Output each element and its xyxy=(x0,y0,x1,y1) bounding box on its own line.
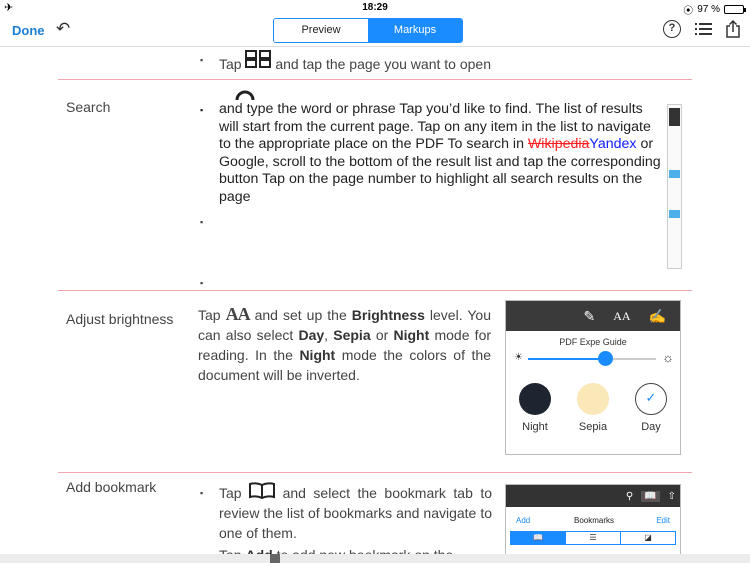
night-bold: Night xyxy=(299,347,336,363)
brightness-panel-image xyxy=(505,300,681,455)
done-button[interactable]: Done xyxy=(12,23,45,38)
search-content xyxy=(219,101,665,292)
search-arc-icon xyxy=(235,89,255,101)
brightness-paragraph xyxy=(198,304,491,385)
help-icon[interactable]: ? xyxy=(663,20,681,38)
add-bookmark-button: Add xyxy=(516,516,531,525)
bookmark-panel-image xyxy=(505,484,681,563)
mode-night[interactable] xyxy=(519,383,551,433)
airplane-mode-icon: ✈ xyxy=(4,2,14,14)
text-size-icon: AA xyxy=(613,308,631,323)
bookmarks-tab-icon: 📖 xyxy=(511,532,565,544)
search-paragraph xyxy=(219,101,665,206)
brightness-bold: Brightness xyxy=(351,307,425,323)
tab-preview[interactable]: Preview xyxy=(274,19,368,42)
brightness-text: mode for reading. In the xyxy=(198,327,492,363)
brightness-text: level. You can also select xyxy=(198,307,491,343)
brightness-text: or xyxy=(370,327,394,343)
panel-toolbar xyxy=(506,301,680,331)
alarm-icon: ⦿ xyxy=(683,6,694,17)
bottom-scroll-thumb[interactable] xyxy=(270,554,280,563)
open-bullet xyxy=(219,50,679,74)
search-bullet-2 xyxy=(219,212,665,231)
open-post-text: and tap the page you want to open xyxy=(275,56,491,72)
pen-icon: ✎ xyxy=(583,307,596,324)
mode-sepia[interactable] xyxy=(577,383,609,433)
toolbar xyxy=(0,16,750,47)
check-icon: ✓ xyxy=(645,390,657,405)
sun-small-icon: ☀ xyxy=(514,352,523,363)
share-icon[interactable] xyxy=(726,20,740,38)
open-pre-text: Tap xyxy=(219,56,242,72)
search-icon: ⚲ xyxy=(625,490,634,502)
slider-fill xyxy=(528,358,606,360)
row-divider xyxy=(58,472,692,473)
edit-icon: ✍ xyxy=(648,307,666,324)
sun-large-icon: ☼ xyxy=(662,350,674,365)
toc-tab-icon: ☰ xyxy=(565,532,621,544)
undo-icon[interactable]: ↶ xyxy=(56,19,71,38)
row-divider xyxy=(58,79,692,80)
open-row xyxy=(219,50,679,74)
book-icon: 📖 xyxy=(641,491,659,502)
search-label: Search xyxy=(66,99,111,115)
brightness-text: and set up the xyxy=(249,307,352,323)
search-text-1: and type the word or phrase Tap you’d like to find. The list of results will start from the current page. Tap on any item in the list to navigate to the appropriate place on the PDF To search in xyxy=(219,101,651,152)
bookmark-tabs xyxy=(510,531,676,545)
day-bold: Day xyxy=(298,327,325,343)
search-text-2: or Google, scroll to the bottom of the result list and tap the corresponding button Tap on the page number to highlight all search results on the page xyxy=(219,136,661,205)
bookmark-bullet-1 xyxy=(219,482,492,543)
annotations-tab-icon: ◪ xyxy=(644,533,652,542)
struck-text[interactable]: Wikipedia xyxy=(527,136,590,152)
view-segmented-control xyxy=(273,18,463,43)
row-divider xyxy=(58,290,692,291)
thumbnails-icon xyxy=(245,50,271,68)
status-bar xyxy=(0,0,750,16)
tab-markups[interactable]: Markups xyxy=(368,19,462,42)
battery-percent: 97 % xyxy=(697,4,720,15)
search-results-thumbnail[interactable] xyxy=(667,104,682,269)
bookmarks-title: Bookmarks xyxy=(573,516,614,525)
bookmark-label: Add bookmark xyxy=(66,479,157,495)
night-swatch xyxy=(519,383,551,415)
bookmark-text: and select the bookmark tab to review the list of bookmarks and navigate to one of them. xyxy=(219,485,493,541)
status-time: 18:29 xyxy=(362,2,388,13)
brightness-text: Tap xyxy=(198,307,226,323)
text-size-icon: AA xyxy=(225,304,250,324)
edit-bookmarks-button: Edit xyxy=(656,516,670,525)
mode-label: Day xyxy=(641,421,661,433)
panel-toolbar xyxy=(506,485,680,507)
bookmark-text: Tap xyxy=(219,485,242,501)
mode-label: Sepia xyxy=(578,421,608,433)
thumbnail-header xyxy=(669,108,680,126)
bookmark-content xyxy=(219,482,492,563)
inserted-text[interactable]: Yandex xyxy=(589,136,637,152)
share-icon: ⇧ xyxy=(667,490,676,502)
day-swatch xyxy=(635,383,667,415)
sepia-swatch xyxy=(577,383,609,415)
brightness-label: Adjust brightness xyxy=(66,311,174,327)
sepia-bold: Sepia xyxy=(333,327,371,343)
reading-modes xyxy=(506,383,680,433)
bookmarks-header xyxy=(506,507,680,529)
thumbnail-marker xyxy=(669,170,680,178)
bottom-scrollbar[interactable] xyxy=(0,554,750,563)
thumbnail-marker xyxy=(669,210,680,218)
mode-label: Night xyxy=(522,421,548,433)
brightness-slider[interactable] xyxy=(506,347,680,371)
night-bold: Night xyxy=(393,327,430,343)
slider-knob[interactable] xyxy=(598,351,613,366)
book-icon xyxy=(249,482,275,499)
brightness-text: , xyxy=(324,327,334,343)
brightness-text: mode the colors of the document will be inverted. xyxy=(198,347,491,383)
mode-day[interactable] xyxy=(635,383,667,433)
battery-icon xyxy=(724,5,744,14)
list-icon[interactable] xyxy=(695,22,712,36)
panel-caption: PDF Expe Guide xyxy=(559,337,627,347)
